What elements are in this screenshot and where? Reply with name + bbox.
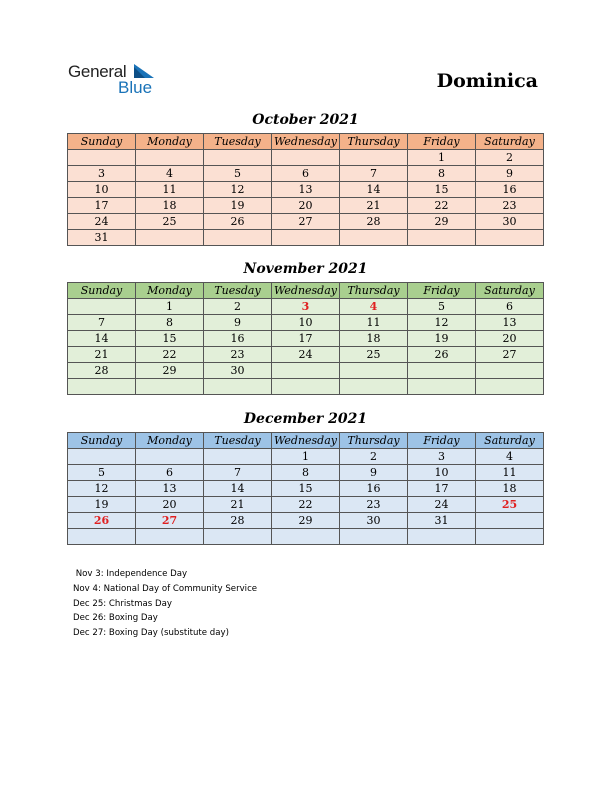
empty-day-cell: [340, 379, 408, 395]
weekday-header: Monday: [136, 283, 204, 299]
day-cell: 9: [340, 465, 408, 481]
weekday-header: Friday: [408, 283, 476, 299]
week-row: [68, 529, 544, 545]
week-row: [68, 214, 544, 230]
week-row: [68, 182, 544, 198]
weekday-header: Sunday: [68, 283, 136, 299]
empty-day-cell: [272, 150, 340, 166]
day-cell: 21: [340, 198, 408, 214]
day-cell: 1: [136, 299, 204, 315]
day-cell: 3: [272, 299, 340, 315]
weekday-header: Monday: [136, 433, 204, 449]
day-cell: 21: [68, 347, 136, 363]
empty-day-cell: [204, 150, 272, 166]
day-cell: 16: [340, 481, 408, 497]
day-cell: 31: [68, 230, 136, 246]
day-cell: 11: [136, 182, 204, 198]
month-title-december: December 2021: [243, 411, 368, 427]
weekday-header: Wednesday: [272, 134, 340, 150]
day-cell: 21: [204, 497, 272, 513]
empty-day-cell: [340, 529, 408, 545]
empty-day-cell: [136, 230, 204, 246]
day-cell: 17: [68, 198, 136, 214]
empty-day-cell: [136, 449, 204, 465]
week-row: [68, 449, 544, 465]
weekday-header-row: [68, 433, 544, 449]
day-cell: 1: [408, 150, 476, 166]
week-row: [68, 315, 544, 331]
empty-day-cell: [272, 529, 340, 545]
empty-day-cell: [408, 230, 476, 246]
empty-day-cell: [68, 449, 136, 465]
empty-day-cell: [476, 363, 544, 379]
day-cell: 6: [476, 299, 544, 315]
day-cell: 24: [272, 347, 340, 363]
day-cell: 13: [272, 182, 340, 198]
empty-day-cell: [204, 379, 272, 395]
day-cell: 5: [408, 299, 476, 315]
day-cell: 22: [408, 198, 476, 214]
day-cell: 27: [476, 347, 544, 363]
empty-day-cell: [136, 150, 204, 166]
empty-day-cell: [476, 513, 544, 529]
day-cell: 17: [408, 481, 476, 497]
empty-day-cell: [476, 529, 544, 545]
day-cell: 12: [68, 481, 136, 497]
day-cell: 31: [408, 513, 476, 529]
weekday-header: Friday: [408, 134, 476, 150]
empty-day-cell: [68, 150, 136, 166]
day-cell: 14: [68, 331, 136, 347]
day-cell: 28: [340, 214, 408, 230]
weekday-header: Tuesday: [204, 283, 272, 299]
logo-text-general: General: [68, 62, 127, 81]
empty-day-cell: [272, 379, 340, 395]
empty-day-cell: [136, 529, 204, 545]
logo-triangle-icon: [134, 64, 154, 78]
day-cell: 26: [408, 347, 476, 363]
holiday-note: Nov 4: National Day of Community Service: [73, 583, 258, 594]
day-cell: 2: [340, 449, 408, 465]
weekday-header: Wednesday: [272, 283, 340, 299]
logo-text-blue: Blue: [118, 78, 153, 97]
day-cell: 15: [408, 182, 476, 198]
day-cell: 9: [476, 166, 544, 182]
weekday-header: Monday: [136, 134, 204, 150]
day-cell: 16: [204, 331, 272, 347]
week-row: [68, 513, 544, 529]
week-row: [68, 198, 544, 214]
day-cell: 8: [272, 465, 340, 481]
week-row: [68, 465, 544, 481]
holiday-note: Dec 27: Boxing Day (substitute day): [73, 628, 229, 639]
day-cell: 26: [204, 214, 272, 230]
day-cell: 22: [136, 347, 204, 363]
day-cell: 10: [408, 465, 476, 481]
day-cell: 27: [272, 214, 340, 230]
day-cell: 28: [204, 513, 272, 529]
day-cell: 22: [272, 497, 340, 513]
week-row: [68, 150, 544, 166]
day-cell: 23: [204, 347, 272, 363]
day-cell: 23: [340, 497, 408, 513]
empty-day-cell: [340, 150, 408, 166]
day-cell: 7: [68, 315, 136, 331]
empty-day-cell: [272, 363, 340, 379]
weekday-header: Friday: [408, 433, 476, 449]
holiday-notes: [73, 567, 257, 641]
month-title-november: November 2021: [243, 261, 368, 277]
weekday-header: Saturday: [476, 134, 544, 150]
day-cell: 30: [340, 513, 408, 529]
holiday-note: Dec 25: Christmas Day: [73, 598, 172, 609]
day-cell: 28: [68, 363, 136, 379]
day-cell: 29: [272, 513, 340, 529]
weekday-header: Sunday: [68, 433, 136, 449]
weekday-header: Saturday: [476, 283, 544, 299]
day-cell: 18: [476, 481, 544, 497]
day-cell: 30: [476, 214, 544, 230]
day-cell: 29: [408, 214, 476, 230]
day-cell: 23: [476, 198, 544, 214]
day-cell: 19: [204, 198, 272, 214]
week-row: [68, 331, 544, 347]
holiday-note: Dec 26: Boxing Day: [73, 613, 158, 624]
day-cell: 25: [476, 497, 544, 513]
empty-day-cell: [136, 379, 204, 395]
day-cell: 16: [476, 182, 544, 198]
day-cell: 26: [68, 513, 136, 529]
day-cell: 25: [136, 214, 204, 230]
day-cell: 18: [136, 198, 204, 214]
day-cell: 14: [204, 481, 272, 497]
day-cell: 4: [136, 166, 204, 182]
day-cell: 18: [340, 331, 408, 347]
empty-day-cell: [340, 230, 408, 246]
day-cell: 4: [340, 299, 408, 315]
weekday-header: Tuesday: [204, 134, 272, 150]
day-cell: 7: [204, 465, 272, 481]
day-cell: 20: [476, 331, 544, 347]
weekday-header: Sunday: [68, 134, 136, 150]
empty-day-cell: [204, 449, 272, 465]
week-row: [68, 481, 544, 497]
weekday-header: Thursday: [340, 433, 408, 449]
day-cell: 13: [136, 481, 204, 497]
week-row: [68, 363, 544, 379]
day-cell: 4: [476, 449, 544, 465]
day-cell: 2: [204, 299, 272, 315]
empty-day-cell: [204, 230, 272, 246]
week-row: [68, 379, 544, 395]
holiday-note: Nov 3: Independence Day: [73, 569, 188, 579]
month-title-october: October 2021: [252, 112, 359, 128]
empty-day-cell: [408, 379, 476, 395]
weekday-header-row: [68, 283, 544, 299]
day-cell: 12: [204, 182, 272, 198]
day-cell: 17: [272, 331, 340, 347]
empty-day-cell: [476, 379, 544, 395]
empty-day-cell: [272, 230, 340, 246]
week-row: [68, 347, 544, 363]
day-cell: 2: [476, 150, 544, 166]
day-cell: 15: [136, 331, 204, 347]
day-cell: 14: [340, 182, 408, 198]
day-cell: 6: [272, 166, 340, 182]
day-cell: 13: [476, 315, 544, 331]
day-cell: 30: [204, 363, 272, 379]
day-cell: 10: [272, 315, 340, 331]
day-cell: 15: [272, 481, 340, 497]
weekday-header: Wednesday: [272, 433, 340, 449]
day-cell: 6: [136, 465, 204, 481]
day-cell: 19: [68, 497, 136, 513]
day-cell: 8: [136, 315, 204, 331]
calendar-december: [67, 432, 544, 545]
empty-day-cell: [408, 529, 476, 545]
weekday-header: Thursday: [340, 283, 408, 299]
day-cell: 11: [340, 315, 408, 331]
week-row: [68, 497, 544, 513]
day-cell: 9: [204, 315, 272, 331]
generalblue-logo: [68, 62, 168, 96]
day-cell: 5: [204, 166, 272, 182]
weekday-header: Thursday: [340, 134, 408, 150]
day-cell: 3: [408, 449, 476, 465]
day-cell: 24: [408, 497, 476, 513]
day-cell: 25: [340, 347, 408, 363]
empty-day-cell: [68, 299, 136, 315]
day-cell: 5: [68, 465, 136, 481]
weekday-header: Tuesday: [204, 433, 272, 449]
week-row: [68, 230, 544, 246]
weekday-header: Saturday: [476, 433, 544, 449]
empty-day-cell: [340, 363, 408, 379]
day-cell: 24: [68, 214, 136, 230]
day-cell: 10: [68, 182, 136, 198]
day-cell: 19: [408, 331, 476, 347]
day-cell: 20: [136, 497, 204, 513]
day-cell: 8: [408, 166, 476, 182]
empty-day-cell: [204, 529, 272, 545]
calendar-october: [67, 133, 544, 246]
empty-day-cell: [68, 379, 136, 395]
empty-day-cell: [476, 230, 544, 246]
calendar-november: [67, 282, 544, 395]
day-cell: 3: [68, 166, 136, 182]
day-cell: 12: [408, 315, 476, 331]
weekday-header-row: [68, 134, 544, 150]
week-row: [68, 299, 544, 315]
day-cell: 11: [476, 465, 544, 481]
day-cell: 7: [340, 166, 408, 182]
country-title: Dominica: [436, 70, 538, 92]
empty-day-cell: [68, 529, 136, 545]
week-row: [68, 166, 544, 182]
day-cell: 20: [272, 198, 340, 214]
day-cell: 1: [272, 449, 340, 465]
day-cell: 29: [136, 363, 204, 379]
empty-day-cell: [408, 363, 476, 379]
day-cell: 27: [136, 513, 204, 529]
